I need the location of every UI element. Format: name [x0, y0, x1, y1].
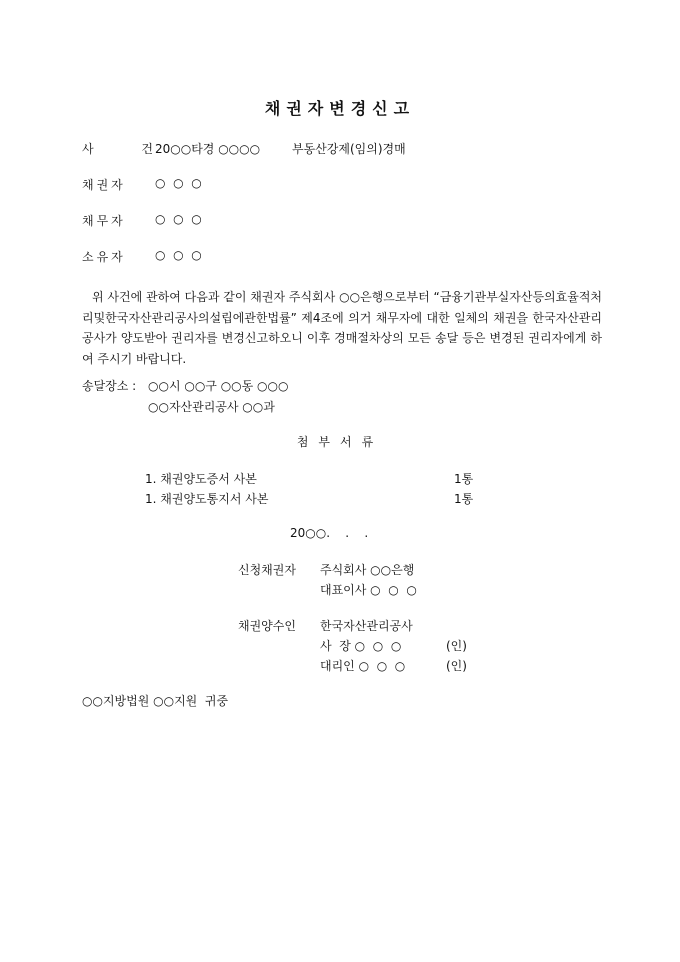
- owner-label: 소유자: [82, 250, 126, 264]
- attachment-item-name: 1. 채권양도증서 사본: [145, 472, 257, 486]
- owner-name: ○ ○ ○: [155, 248, 202, 262]
- assignee-company: 한국자산관리공사: [320, 619, 413, 633]
- proxy-seal: (인): [446, 659, 467, 673]
- attachments-heading: 첨부서류: [296, 435, 384, 449]
- document-title: 채권자변경신고: [264, 99, 416, 118]
- attachment-item-name: 1. 채권양도통지서 사본: [145, 492, 269, 506]
- applicant-representative: 대표이사 ○ ○ ○: [320, 583, 417, 597]
- notice-body: 위 사건에 관하여 다음과 같이 채권자 주식회사 ○○은행으로부터 “금융기관부실자산등의효율적처리및한국자산관리공사의설립에관한법률” 제4조에 의거 채무자에 대한 일체의 채권을 한국자산관리공사가 양도받아 권리자를 변경신고하오니 이후 경매절차상의 모든 송달 등은 변경된 권리자에게 하여 주시기 바랍니다.: [82, 290, 602, 366]
- delivery-label: 송달장소 :: [82, 379, 137, 393]
- debtor-label: 채무자: [82, 214, 126, 228]
- delivery-address-line1: ○○시 ○○구 ○○동 ○○○: [148, 379, 289, 393]
- applicant-company: 주식회사 ○○은행: [320, 563, 415, 577]
- debtor-name: ○ ○ ○: [155, 212, 202, 226]
- assignee-president: 사 장 ○ ○ ○: [320, 639, 402, 653]
- attachment-item-count: 1통: [454, 472, 474, 486]
- delivery-address-line2: ○○자산관리공사 ○○과: [148, 400, 275, 414]
- assignee-proxy: 대리인 ○ ○ ○: [320, 659, 406, 673]
- assignee-label: 채권양수인: [238, 619, 296, 633]
- attachment-item-count: 1통: [454, 492, 474, 506]
- court-addressee: ○○지방법원 ○○지원 귀중: [82, 694, 229, 708]
- case-label: 사 건: [82, 142, 175, 156]
- document-date: 20○○. . .: [290, 526, 369, 540]
- case-number: 20○○타경 ○○○○: [155, 142, 261, 156]
- applicant-label: 신청채권자: [238, 563, 296, 577]
- case-type: 부동산강제(임의)경매: [292, 142, 406, 156]
- president-seal: (인): [446, 639, 467, 653]
- creditor-name: ○ ○ ○: [155, 176, 202, 190]
- creditor-label: 채권자: [82, 178, 126, 192]
